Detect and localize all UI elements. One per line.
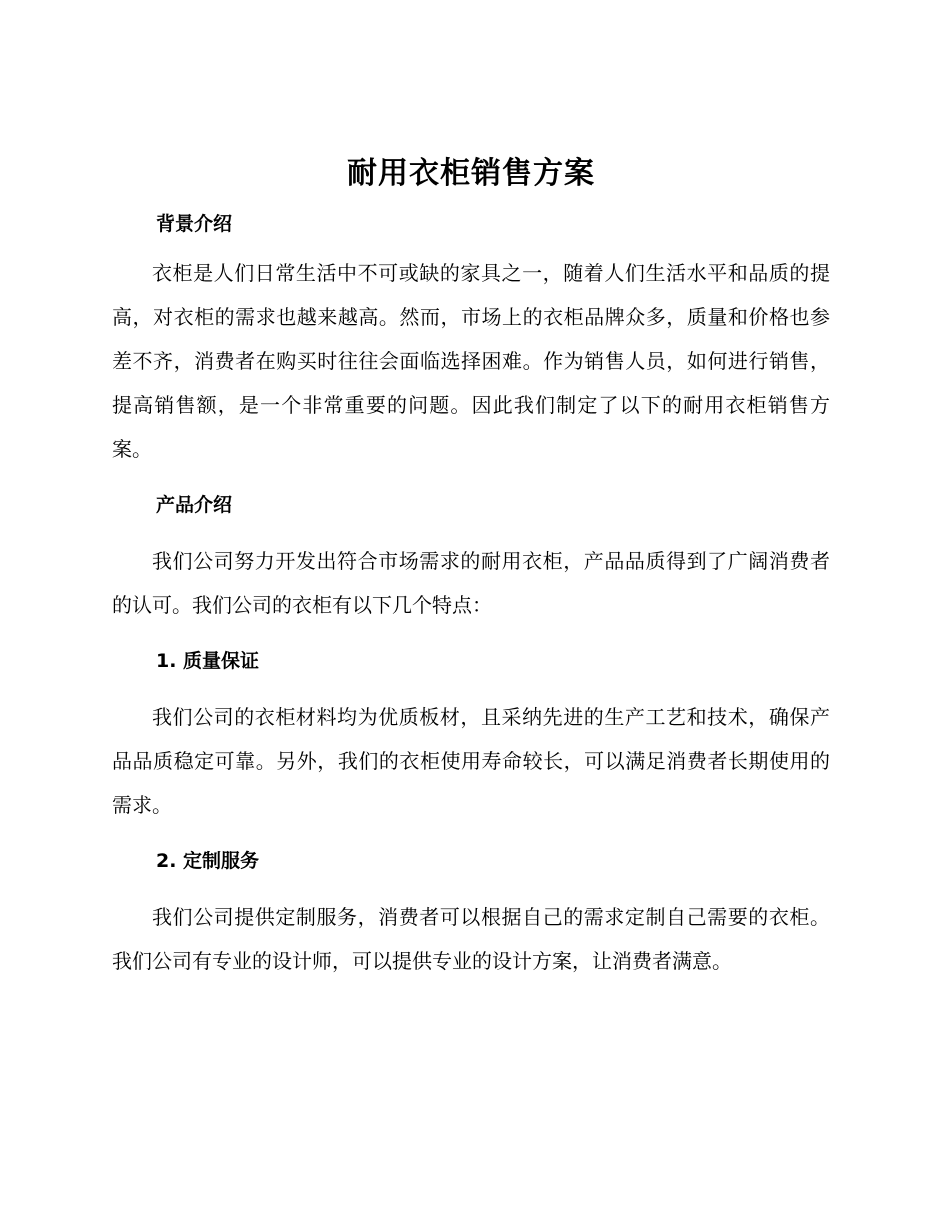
spacer [112, 471, 830, 483]
paragraph-product: 我们公司努力开发出符合市场需求的耐用衣柜，产品品质得到了广阔消费者的认可。我们公司的衣柜有以下几个特点： [112, 549, 830, 617]
spacer [112, 683, 830, 695]
spacer [112, 627, 830, 639]
document-page [112, 146, 830, 983]
paragraph-custom: 我们公司提供定制服务，消费者可以根据自己的需求定制自己需要的衣柜。我们公司有专业的设计师，可以提供专业的设计方案，让消费者满意。 [112, 905, 830, 973]
document-title: 耐用衣柜销售方案 [347, 156, 595, 191]
spacer [112, 883, 830, 895]
section-heading-product: 产品介绍 [156, 494, 233, 516]
section-heading-quality: 1. 质量保证 [156, 650, 260, 672]
spacer [112, 827, 830, 839]
spacer [112, 527, 830, 539]
paragraph-quality: 我们公司的衣柜材料均为优质板材，且采纳先进的生产工艺和技术，确保产品品质稳定可靠。另外，我们的衣柜使用寿命较长，可以满足消费者长期使用的需求。 [112, 705, 830, 817]
section-heading-background: 背景介绍 [156, 213, 233, 235]
paragraph-background: 衣柜是人们日常生活中不可或缺的家具之一，随着人们生活水平和品质的提高，对衣柜的需求也越来越高。然而，市场上的衣柜品牌众多，质量和价格也参差不齐，消费者在购买时往往会面临选择困难。作为销售人员，如何进行销售，提高销售额，是一个非常重要的问题。因此我们制定了以下的耐用衣柜销售方案。 [112, 261, 830, 461]
section-heading-custom: 2. 定制服务 [156, 850, 260, 872]
